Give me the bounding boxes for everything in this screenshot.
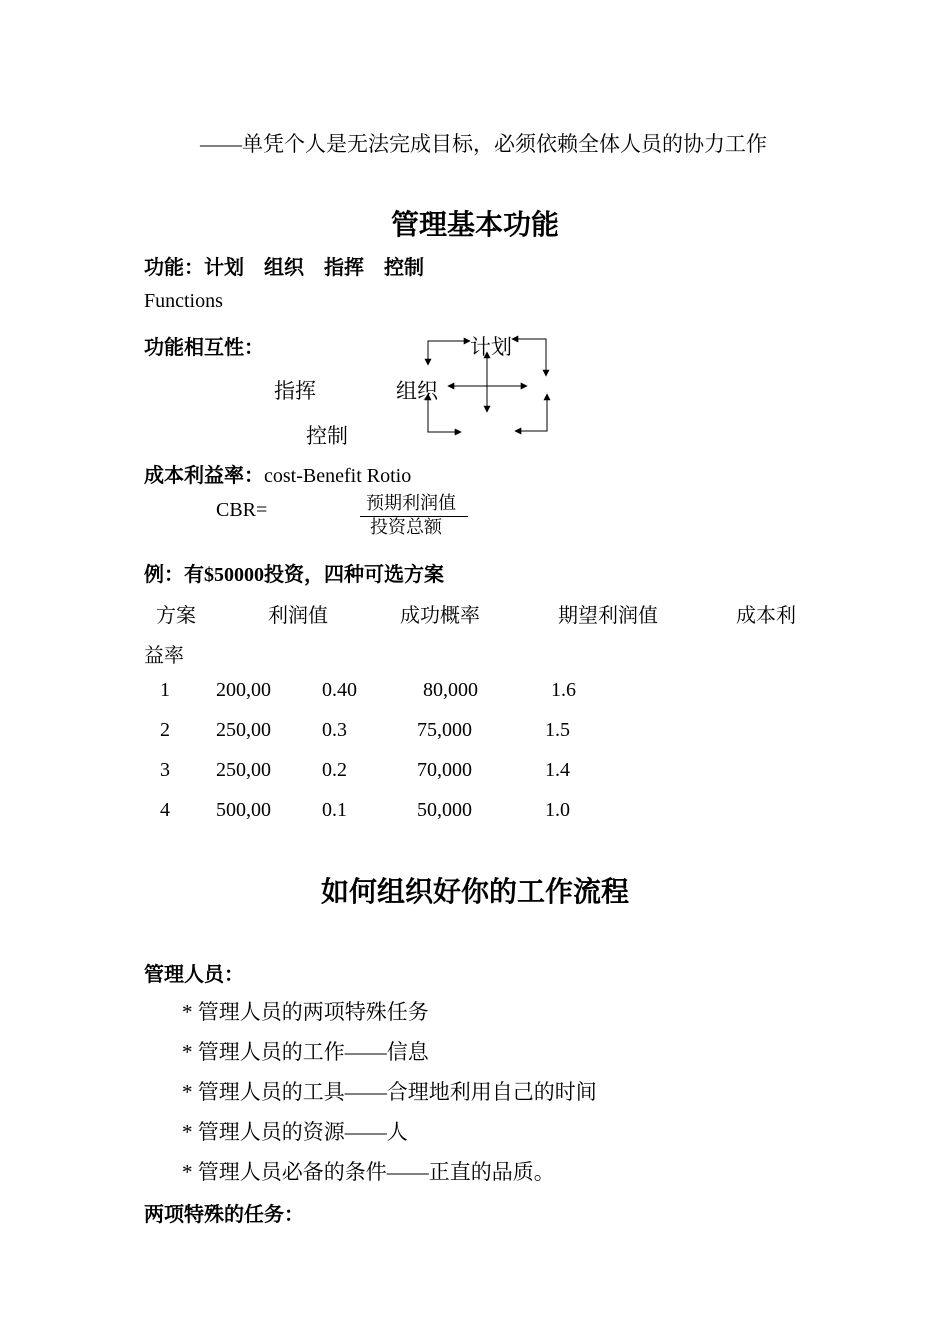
two-tasks-label: 两项特殊的任务：: [144, 1204, 304, 1226]
example-line: 例：有$50000投资，四种可选方案: [144, 564, 444, 586]
table-header-expected-profit: 期望利润值: [558, 605, 658, 627]
table-cell: 2: [160, 719, 170, 741]
diagram-label-plan: 计划: [470, 335, 512, 359]
list-item: * 管理人员的工作——信息: [182, 1040, 429, 1064]
section-title-workflow: 如何组织好你的工作流程: [320, 877, 629, 908]
list-item: * 管理人员必备的条件——正直的品质。: [182, 1160, 555, 1184]
interrelation-label: 功能相互性：: [144, 337, 264, 359]
table-cell: 75,000: [417, 719, 472, 741]
functions-en: Functions: [144, 290, 223, 312]
table-cell: 250,00: [216, 719, 271, 741]
managers-label: 管理人员：: [144, 964, 244, 986]
table-cell: 1.5: [545, 719, 570, 741]
quote-line: ——单凭个人是无法完成目标，必须依赖全体人员的协力工作: [200, 132, 767, 156]
functions-label: 功能：计划 组织 指挥 控制: [144, 257, 424, 279]
table-cell: 1.6: [551, 679, 576, 701]
arrow-from-plan-right: [512, 339, 546, 376]
cbr-formula: CBR=: [216, 499, 268, 521]
cbr-label-cn: 成本利益率：: [144, 465, 264, 487]
table-cell: 50,000: [417, 799, 472, 821]
table-cell: 0.1: [322, 799, 347, 821]
diagram-label-control: 控制: [306, 424, 348, 448]
table-cell: 4: [160, 799, 170, 821]
list-item: * 管理人员的工具——合理地利用自己的时间: [182, 1080, 597, 1104]
table-header-profit: 利润值: [268, 605, 328, 627]
table-cell: 200,00: [216, 679, 271, 701]
arrow-to-plan-left: [428, 341, 470, 365]
diagram-label-organize: 组织: [396, 379, 438, 403]
arrow-from-control-right: [515, 394, 547, 431]
diagram-label-direct: 指挥: [274, 379, 316, 403]
table-cell: 70,000: [417, 759, 472, 781]
table-cell: 3: [160, 759, 170, 781]
table-cell: 1.0: [545, 799, 570, 821]
cbr-numerator: 预期利润值: [366, 493, 456, 513]
cbr-label: [144, 459, 411, 488]
cbr-denominator: 投资总额: [370, 517, 442, 537]
list-item: * 管理人员的两项特殊任务: [182, 1000, 429, 1024]
table-cell: 500,00: [216, 799, 271, 821]
table-header-cbr-wrap: 益率: [144, 645, 184, 667]
list-item: * 管理人员的资源——人: [182, 1120, 408, 1144]
table-cell: 250,00: [216, 759, 271, 781]
table-cell: 80,000: [423, 679, 478, 701]
table-cell: 1: [160, 679, 170, 701]
table-cell: 0.2: [322, 759, 347, 781]
table-cell: 0.3: [322, 719, 347, 741]
cbr-label-en: cost-Benefit Rotio: [264, 465, 412, 487]
table-header-plan: 方案: [156, 605, 196, 627]
table-cell: 1.4: [545, 759, 570, 781]
section-title-management-functions: 管理基本功能: [390, 210, 559, 241]
table-header-cbr: 成本利: [736, 605, 796, 627]
table-cell: 0.40: [322, 679, 357, 701]
table-header-probability: 成功概率: [400, 605, 480, 627]
